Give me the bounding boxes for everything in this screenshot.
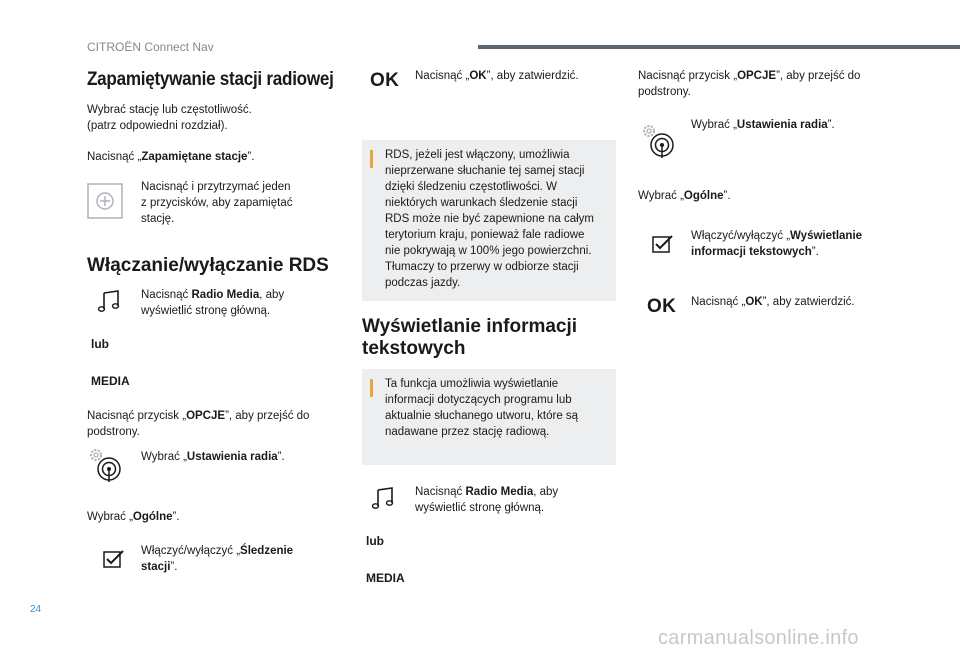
text: ”. xyxy=(277,451,285,463)
text: ”. xyxy=(247,151,255,163)
text-line: (patrz odpowiedni rozdział). xyxy=(87,120,228,132)
text-line: Ta funkcja umożliwia wyświetlanie xyxy=(385,378,559,390)
text-line: RDS, jeżeli jest włączony, umożliwia xyxy=(385,149,570,161)
text-line: informacji dotyczących programu lub xyxy=(385,394,572,406)
text: Nacisnąć przycisk „ xyxy=(87,410,187,422)
bold-text: Wyświetlanie xyxy=(790,230,863,242)
bold-text: OK xyxy=(745,296,763,308)
text: Wybrać „ xyxy=(141,451,187,463)
paragraph-options xyxy=(87,408,309,440)
text: Nacisnąć „ xyxy=(415,70,470,82)
bold-text: stacji xyxy=(141,561,171,573)
text-line: aktualnie słuchanego utworu, które są xyxy=(385,410,579,422)
bold-text: Śledzenie xyxy=(240,545,294,557)
paragraph-radio-media xyxy=(141,287,284,319)
text-line: niektórych warunkach śledzenie stacji xyxy=(385,197,578,209)
bold-text: Radio Media xyxy=(191,289,260,301)
text: ”, aby przejść do xyxy=(225,410,310,422)
radio-settings-icon xyxy=(641,123,677,159)
text: , aby xyxy=(259,289,285,301)
bold-text: Radio Media xyxy=(465,486,534,498)
text: Nacisnąć przycisk „ xyxy=(638,70,738,82)
header-bar xyxy=(478,45,960,49)
text-line: nadawane przez stację radiową. xyxy=(385,426,550,438)
text-line: terytorium kraju, ponieważ fale radiowe xyxy=(385,229,585,241)
text-line: stację. xyxy=(141,213,175,225)
bold-text: OK xyxy=(469,70,487,82)
bold-text: Ogólne xyxy=(132,511,173,523)
text: ”. xyxy=(811,246,819,258)
or-label: lub xyxy=(91,337,109,351)
watermark: carmanualsonline.info xyxy=(658,627,859,649)
info-icon xyxy=(370,150,373,168)
paragraph-radio-settings xyxy=(141,449,285,465)
page-number: 24 xyxy=(30,604,42,615)
text-line: nie pokrywają w 100% jego powierzchni. xyxy=(385,245,592,257)
text-line: podstrony. xyxy=(638,86,691,98)
text: ”, aby zatwierdzić. xyxy=(486,70,579,82)
text: Nacisnąć xyxy=(141,289,192,301)
text: ”. xyxy=(827,119,835,131)
text: Włączyć/wyłączyć „ xyxy=(141,545,241,557)
section-title-rds: Włączanie/wyłączanie RDS xyxy=(87,255,329,276)
media-button-label: MEDIA xyxy=(366,571,405,585)
text-line: Tłumaczy to przerwy w odbiorze stacji xyxy=(385,261,579,273)
bold-text: Ustawienia radia xyxy=(186,451,278,463)
text-line: wyświetlić stronę główną. xyxy=(415,502,545,514)
bold-text: Zapamiętane stacje xyxy=(141,151,248,163)
text-line: nieprzerwane słuchanie tej samej stacji xyxy=(385,165,585,177)
checkbox-icon xyxy=(103,550,125,568)
text: ”. xyxy=(170,561,178,573)
text-line: z przycisków, aby zapamiętać xyxy=(141,197,293,209)
paragraph-press-stored xyxy=(87,149,254,165)
music-note-icon xyxy=(97,287,125,315)
info-icon xyxy=(370,379,373,397)
plus-icon xyxy=(87,183,123,219)
bold-text: Ogólne xyxy=(683,190,724,202)
text-line: wyświetlić stronę główną. xyxy=(141,305,271,317)
bold-text: OPCJE xyxy=(737,70,777,82)
paragraph-press-ok xyxy=(691,294,855,310)
text-line: Wybrać stację lub częstotliwość. xyxy=(87,104,252,116)
paragraph-toggle-text-info xyxy=(691,228,862,260)
section-title-text-info: Wyświetlanie informacji tekstowych xyxy=(362,316,578,359)
text: Nacisnąć „ xyxy=(87,151,142,163)
paragraph-radio-media xyxy=(415,484,558,516)
text: Nacisnąć „ xyxy=(691,296,746,308)
or-label: lub xyxy=(366,534,384,548)
bold-text: informacji tekstowych xyxy=(691,246,812,258)
info-text-rds xyxy=(385,147,613,291)
music-note-icon xyxy=(371,484,399,512)
text-line: podstrony. xyxy=(87,426,140,438)
text: Wybrać „ xyxy=(638,190,684,202)
text: ”. xyxy=(723,190,731,202)
text: ”. xyxy=(172,511,180,523)
checkbox-icon xyxy=(652,235,674,253)
text: ”, aby przejść do xyxy=(776,70,861,82)
text: Nacisnąć xyxy=(415,486,466,498)
paragraph-general xyxy=(638,188,731,204)
paragraph-general xyxy=(87,509,180,525)
text: ”, aby zatwierdzić. xyxy=(762,296,855,308)
text: Wybrać „ xyxy=(691,119,737,131)
text-line: podczas jazdy. xyxy=(385,277,461,289)
manual-header-title: CITROËN Connect Nav xyxy=(87,40,214,54)
paragraph-hold-preset xyxy=(141,179,292,227)
ok-icon: OK xyxy=(647,296,677,317)
text-line: RDS może nie być zapewnione na całym xyxy=(385,213,595,225)
ok-icon: OK xyxy=(370,70,400,91)
section-title-store-station: Zapamiętywanie stacji radiowej xyxy=(87,69,334,90)
text-line: Nacisnąć i przytrzymać jeden xyxy=(141,181,291,193)
text: Wybrać „ xyxy=(87,511,133,523)
paragraph-radio-settings xyxy=(691,117,835,133)
paragraph-options xyxy=(638,68,860,100)
text-line: dzięki śledzeniu częstotliwości. W xyxy=(385,181,557,193)
paragraph-toggle-tracking xyxy=(141,543,293,575)
text: , aby xyxy=(533,486,559,498)
info-text-function xyxy=(385,376,613,440)
text: Włączyć/wyłączyć „ xyxy=(691,230,791,242)
media-button-label: MEDIA xyxy=(91,374,130,388)
paragraph-select-station xyxy=(87,102,252,134)
bold-text: Ustawienia radia xyxy=(736,119,828,131)
paragraph-press-ok xyxy=(415,68,579,84)
bold-text: OPCJE xyxy=(186,410,226,422)
radio-settings-icon xyxy=(88,447,124,483)
